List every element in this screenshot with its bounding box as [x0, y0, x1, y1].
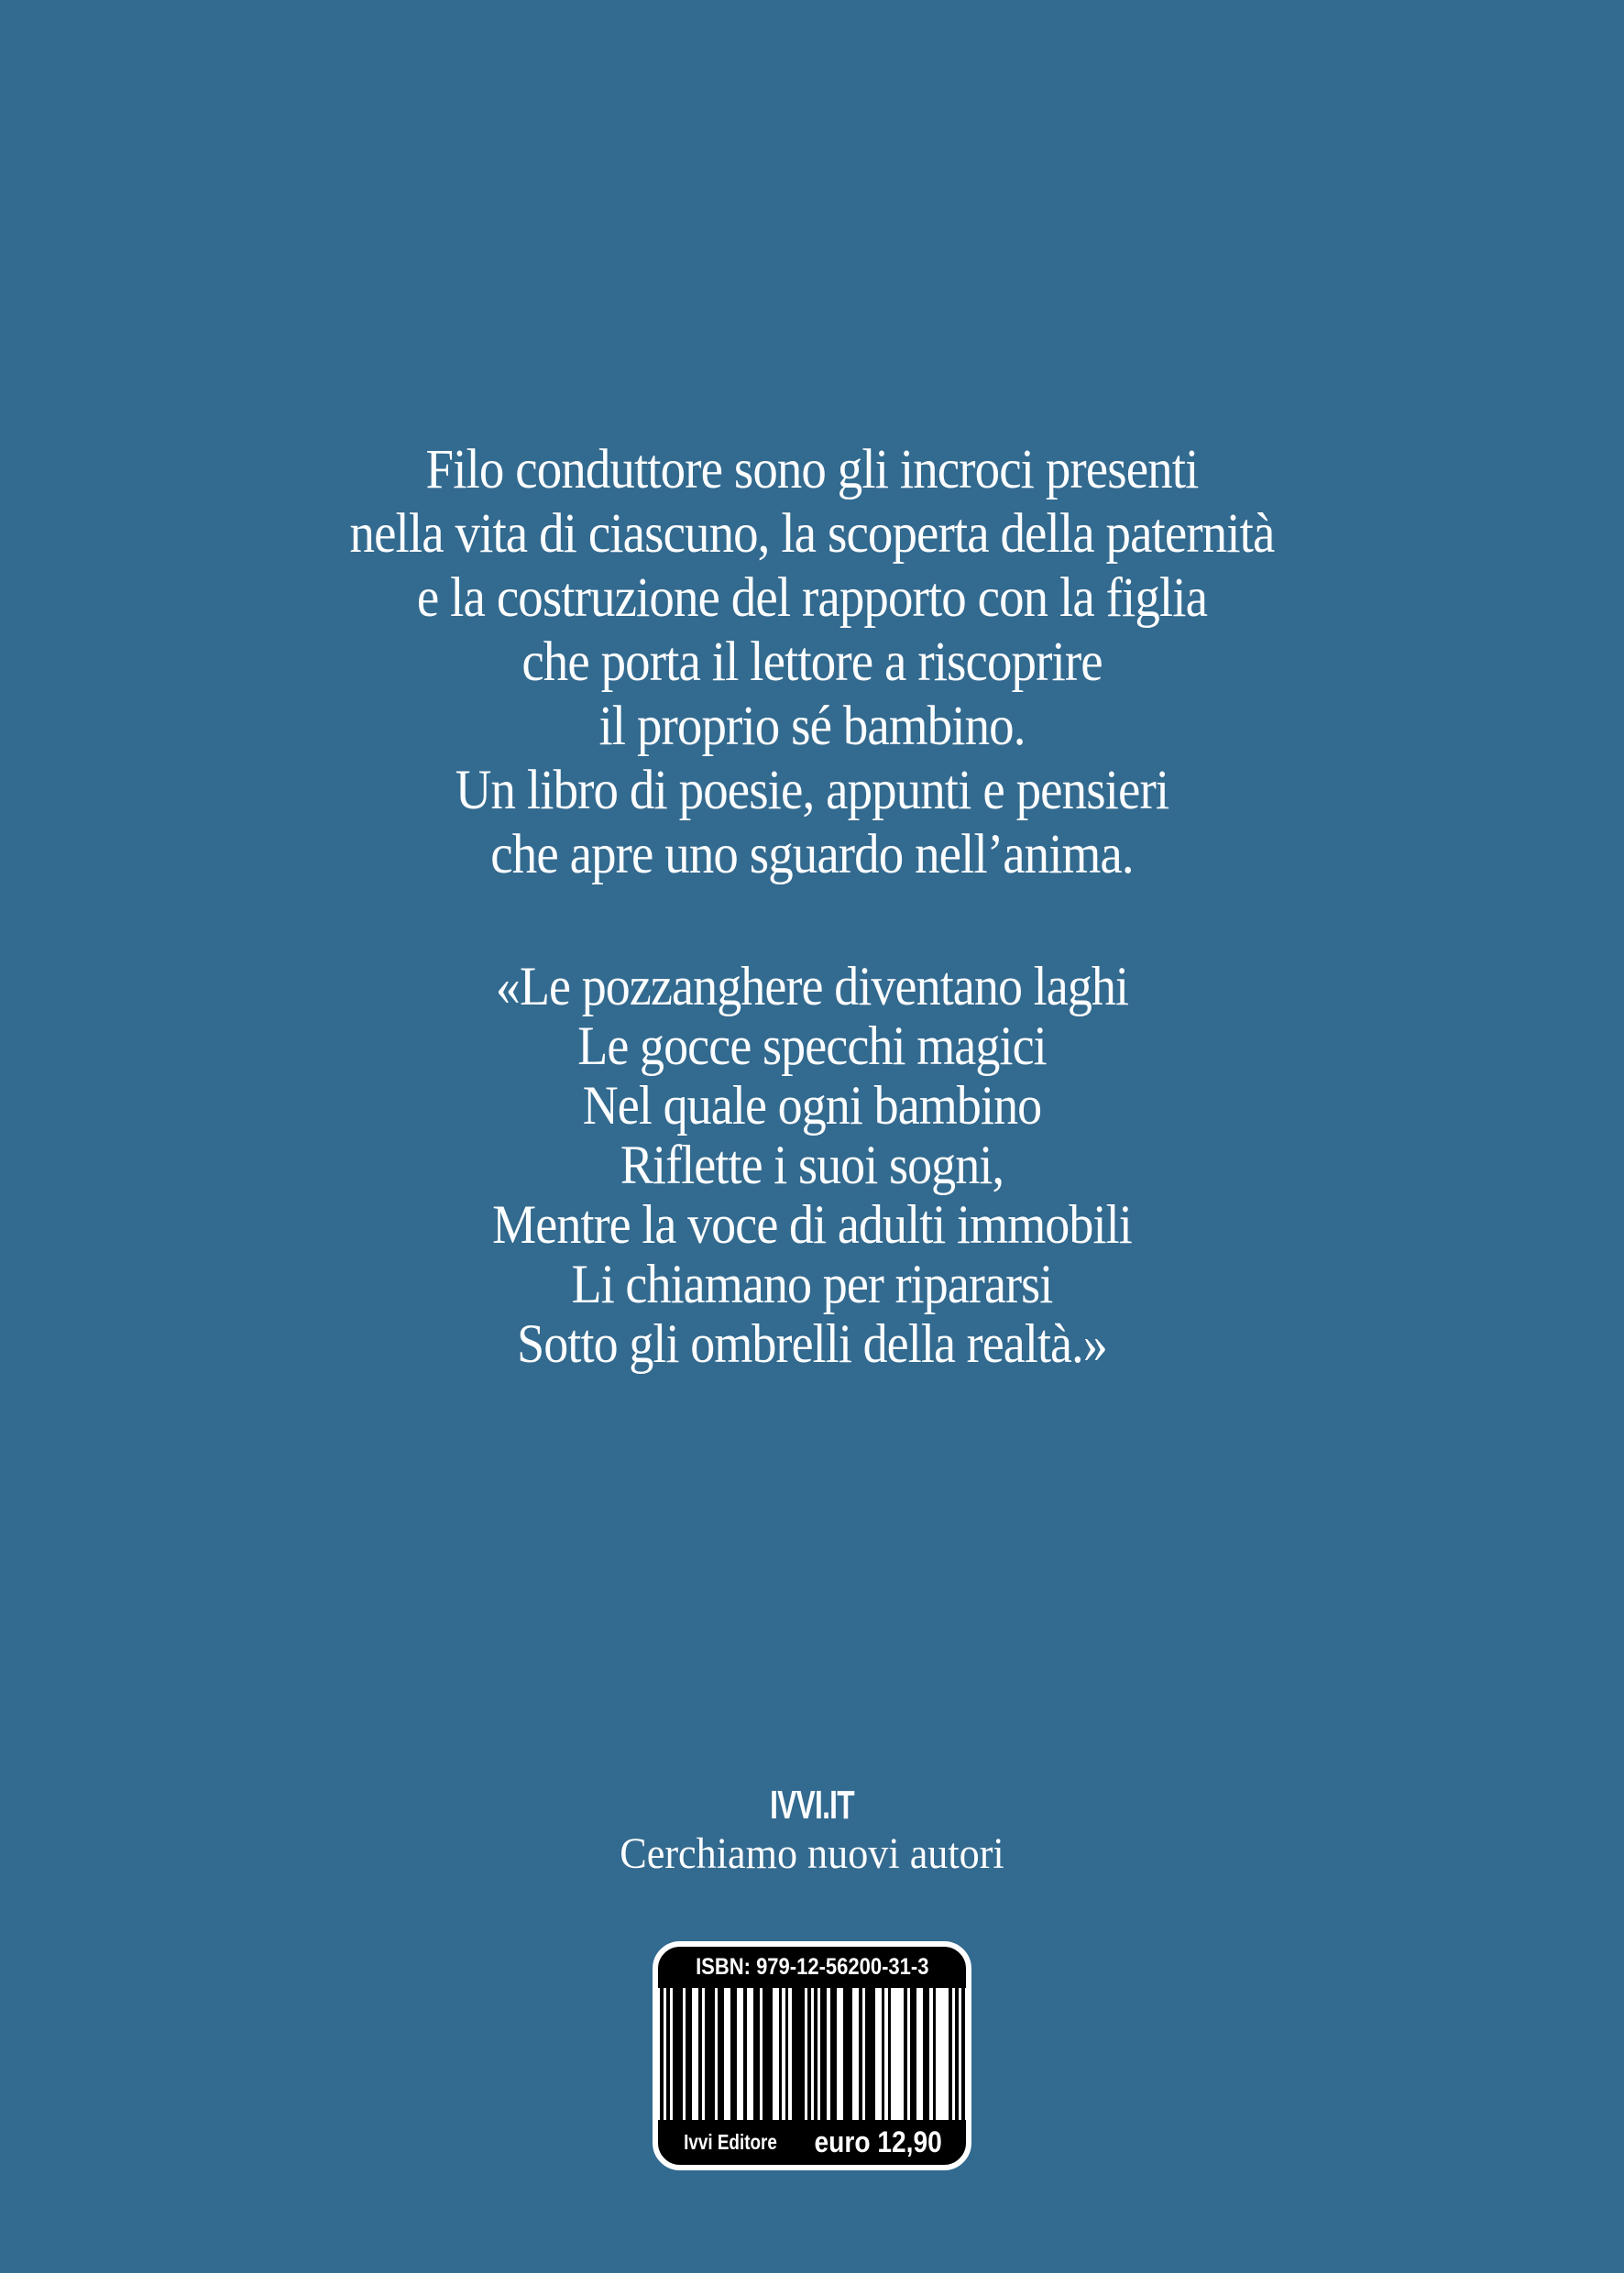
isbn-barcode-box — [653, 1941, 971, 2170]
poem-line: Li chiamano per ripararsi — [571, 1254, 1053, 1314]
description-line: Filo conduttore sono gli incroci presenti — [425, 439, 1199, 500]
publisher-tagline: Cerchiamo nuovi autori — [620, 1829, 1004, 1878]
isbn-label: ISBN: 979-12-56200-31-3 — [696, 1954, 929, 1980]
poem-line: Sotto gli ombrelli della realtà.» — [517, 1313, 1107, 1374]
barcode-price-label: euro 12,90 — [814, 2125, 942, 2158]
poem-line: Nel quale ogni bambino — [582, 1075, 1042, 1136]
barcode-footer — [658, 2120, 967, 2165]
barcode-publisher-label: Ivvi Editore — [684, 2130, 777, 2154]
description-line: nella vita di ciascuno, la scoperta della paternità — [349, 503, 1275, 565]
description-line: il proprio sé bambino. — [598, 696, 1026, 757]
poem-line: Riflette i suoi sogni, — [620, 1135, 1004, 1195]
poem-line: «Le pozzanghere diventano laghi — [495, 956, 1129, 1016]
description-line: Un libro di poesie, appunti e pensieri — [455, 760, 1169, 821]
description-line: e la costruzione del rapporto con la figlia — [416, 567, 1208, 629]
poem-line: Mentre la voce di adulti immobili — [492, 1194, 1132, 1255]
description-line: che apre uno sguardo nell’anima. — [490, 824, 1134, 885]
description-line: che porta il lettore a riscoprire — [521, 631, 1103, 693]
poem-line: Le gocce specchi magici — [577, 1016, 1047, 1076]
publisher-website: IVVI.IT — [770, 1783, 854, 1828]
barcode-bars — [660, 1988, 965, 2120]
barcode-band — [658, 1988, 967, 2120]
description-text — [82, 438, 1543, 887]
poem-quote — [82, 957, 1543, 1374]
